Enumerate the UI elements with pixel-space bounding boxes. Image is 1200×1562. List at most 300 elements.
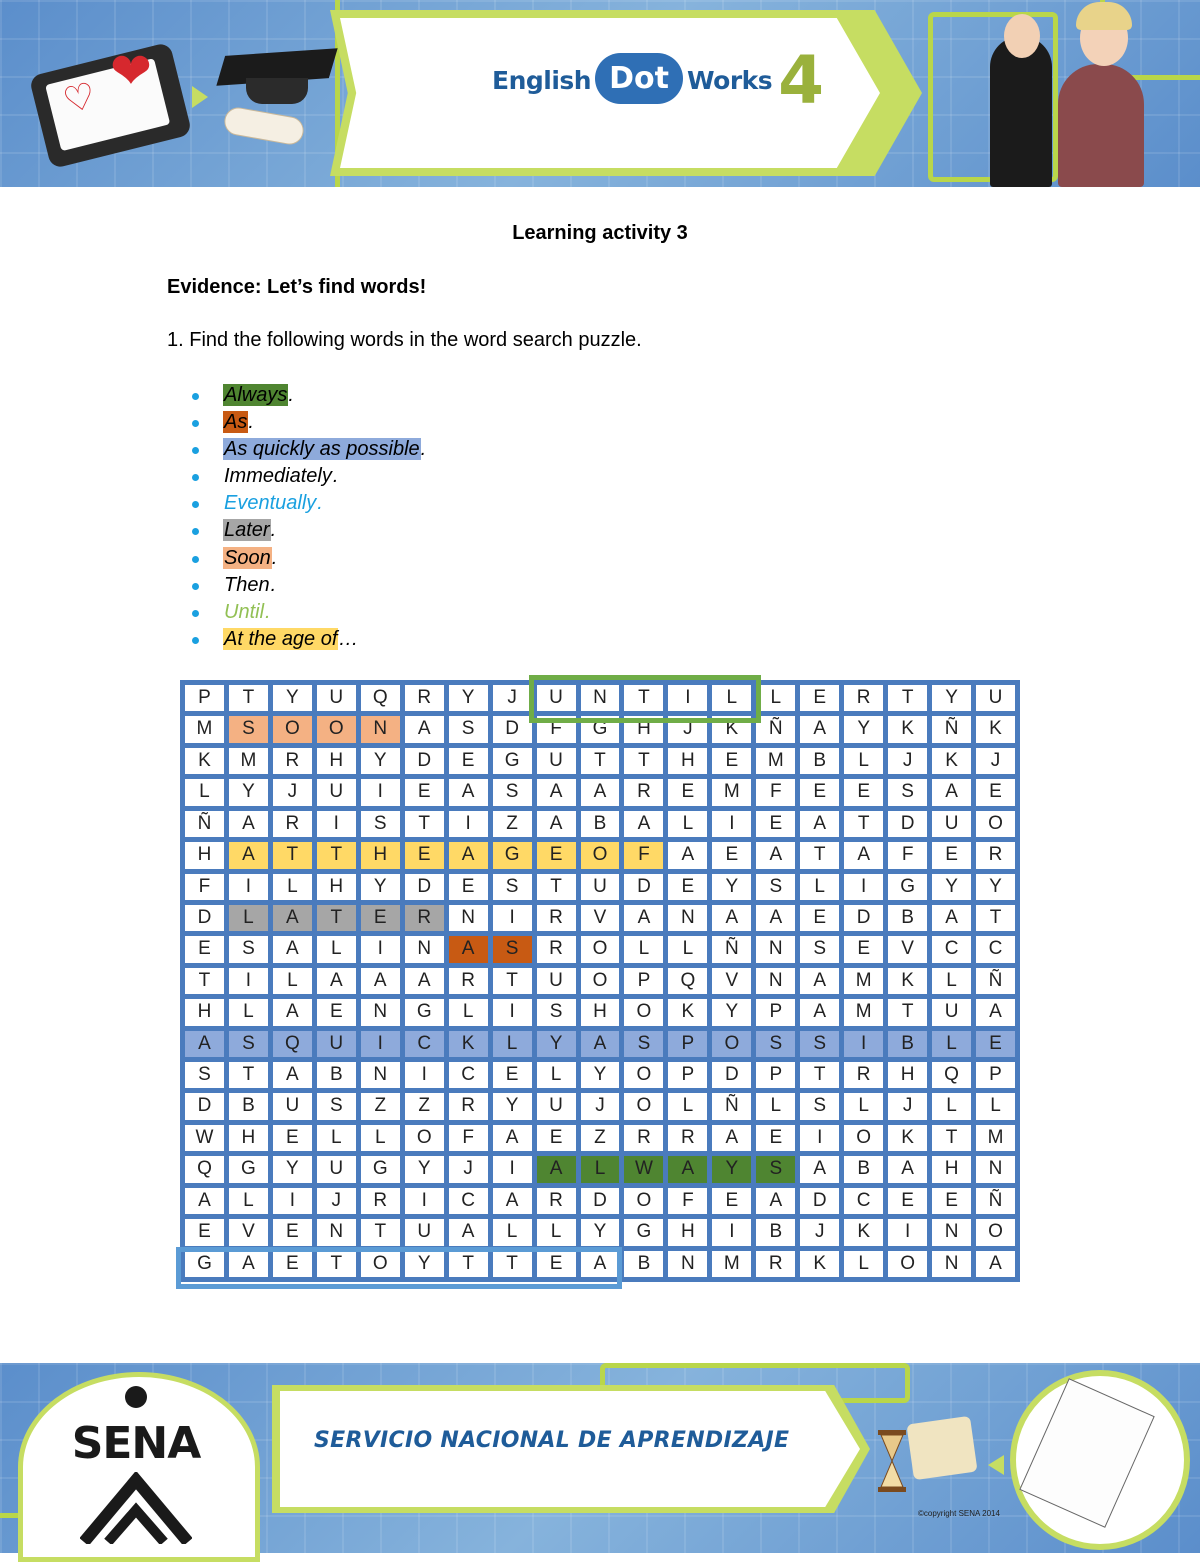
grid-cell: M [229, 748, 268, 774]
grid-cell: G [624, 1219, 663, 1245]
grid-cell: U [317, 1031, 356, 1057]
grid-cell: E [756, 811, 795, 837]
grid-cell: B [229, 1093, 268, 1119]
grid-cell: A [537, 1156, 576, 1182]
boy-character-illustration [1058, 64, 1144, 187]
grid-cell: E [449, 748, 488, 774]
grid-cell: A [493, 1125, 532, 1151]
word-punctuation: . [332, 465, 339, 488]
grid-cell: F [624, 842, 663, 868]
grid-cell: G [229, 1156, 268, 1182]
grid-cell: U [537, 968, 576, 994]
grid-cell: G [185, 1251, 224, 1277]
grid-cell: L [273, 968, 312, 994]
grid-cell: O [273, 716, 312, 742]
grid-cell: I [844, 1031, 883, 1057]
grid-cell: F [888, 842, 927, 868]
grid-cell: A [800, 716, 839, 742]
grid-cell: Ñ [185, 811, 224, 837]
word-list-item [192, 599, 426, 626]
sena-logo: SENA [71, 1418, 201, 1469]
grid-cell: N [932, 1251, 971, 1277]
grid-cell: F [756, 779, 795, 805]
grid-cell: D [185, 1093, 224, 1119]
grid-cell: L [449, 999, 488, 1025]
word-text: Until [224, 600, 265, 623]
grid-cell: L [800, 874, 839, 900]
grid-cell: J [888, 1093, 927, 1119]
word-list-item [192, 382, 426, 409]
grid-cell: Q [668, 968, 707, 994]
grid-cell: L [668, 1093, 707, 1119]
grid-cell: I [361, 1031, 400, 1057]
grid-cell: A [405, 716, 444, 742]
grid-cell: Q [932, 1062, 971, 1088]
header-banner [0, 0, 1200, 187]
grid-cell: E [493, 1062, 532, 1088]
arrow-icon [988, 1455, 1004, 1475]
grid-cell: T [624, 748, 663, 774]
grid-cell: A [756, 905, 795, 931]
grid-cell: Ñ [932, 716, 971, 742]
word-punctuation: … [338, 627, 359, 650]
grid-cell: E [844, 779, 883, 805]
grid-cell: R [756, 1251, 795, 1277]
grid-cell: I [493, 999, 532, 1025]
grid-cell: K [888, 716, 927, 742]
grid-cell: L [317, 936, 356, 962]
grid-cell: N [405, 936, 444, 962]
grid-cell: E [976, 1031, 1015, 1057]
grid-cell: R [361, 1188, 400, 1214]
grid-cell: A [888, 1156, 927, 1182]
grid-cell: Y [932, 874, 971, 900]
grid-cell: D [405, 748, 444, 774]
grid-cell: L [976, 1093, 1015, 1119]
grid-cell: R [449, 968, 488, 994]
grid-cell: S [800, 936, 839, 962]
grid-cell: T [493, 1251, 532, 1277]
grid-cell: K [449, 1031, 488, 1057]
grid-cell: R [405, 905, 444, 931]
word-list-item [192, 572, 426, 599]
grid-cell: O [624, 1062, 663, 1088]
grid-cell: H [932, 1156, 971, 1182]
grid-cell: T [185, 968, 224, 994]
grid-cell: L [668, 811, 707, 837]
grid-cell: R [624, 1125, 663, 1151]
grid-cell: L [581, 1156, 620, 1182]
grid-cell: P [624, 968, 663, 994]
grid-cell: A [185, 1031, 224, 1057]
grid-cell: H [581, 999, 620, 1025]
grid-cell: I [493, 1156, 532, 1182]
grid-cell: T [317, 905, 356, 931]
grid-cell: S [800, 1031, 839, 1057]
grid-cell: O [581, 968, 620, 994]
grid-cell: O [888, 1251, 927, 1277]
grid-cell: I [712, 811, 751, 837]
grid-cell: E [537, 1251, 576, 1277]
word-list-item [192, 463, 426, 490]
grid-cell: G [493, 748, 532, 774]
word-list-item [192, 517, 426, 544]
grid-cell: I [229, 968, 268, 994]
grid-cell: K [888, 1125, 927, 1151]
grid-cell: A [844, 842, 883, 868]
hourglass-icon [878, 1430, 906, 1492]
grid-cell: D [624, 874, 663, 900]
grid-cell: L [844, 1251, 883, 1277]
grid-cell: H [668, 748, 707, 774]
grid-cell: Z [581, 1125, 620, 1151]
grid-cell: Q [185, 1156, 224, 1182]
grid-cell: A [756, 842, 795, 868]
instruction-text: 1. Find the following words in the word search puzzle. [167, 329, 642, 351]
grid-cell: R [976, 842, 1015, 868]
grid-cell: U [317, 779, 356, 805]
grid-cell: J [273, 779, 312, 805]
grid-cell: Y [581, 1219, 620, 1245]
grid-cell: E [712, 842, 751, 868]
grid-cell: U [405, 1219, 444, 1245]
grid-cell: T [317, 842, 356, 868]
grid-cell: R [273, 748, 312, 774]
grid-cell: W [185, 1125, 224, 1151]
grid-cell: H [624, 716, 663, 742]
grid-cell: T [888, 999, 927, 1025]
grid-cell: Y [405, 1156, 444, 1182]
grid-cell: E [317, 999, 356, 1025]
grid-cell: I [712, 1219, 751, 1245]
grid-cell: I [229, 874, 268, 900]
word-text: As quickly as possible [224, 438, 420, 461]
grid-cell: N [361, 716, 400, 742]
word-punctuation: . [271, 546, 278, 569]
grid-cell: A [361, 968, 400, 994]
grid-cell: G [581, 716, 620, 742]
grid-cell: D [405, 874, 444, 900]
grid-cell: A [800, 811, 839, 837]
grid-cell: J [581, 1093, 620, 1119]
grid-cell: Ñ [712, 936, 751, 962]
grid-cell: Y [712, 1156, 751, 1182]
grid-cell: M [185, 716, 224, 742]
grid-cell: T [800, 842, 839, 868]
grid-cell: A [273, 999, 312, 1025]
grid-cell: I [800, 1125, 839, 1151]
grid-cell: Y [844, 716, 883, 742]
grid-cell: L [932, 1031, 971, 1057]
word-text: Eventually [224, 492, 317, 515]
grid-cell: E [405, 842, 444, 868]
grid-cell: U [932, 999, 971, 1025]
grid-cell: A [624, 811, 663, 837]
word-search-grid [180, 680, 1020, 1282]
copyright-text: ©copyright SENA 2014 [918, 1509, 1000, 1518]
grid-cell: U [273, 1093, 312, 1119]
grid-cell: L [229, 999, 268, 1025]
grid-cell: C [405, 1031, 444, 1057]
grid-cell: T [273, 842, 312, 868]
grid-cell: Y [273, 1156, 312, 1182]
grid-cell: E [932, 842, 971, 868]
hearts-icon: ❤ [110, 43, 152, 99]
grid-cell: F [449, 1125, 488, 1151]
grid-cell: I [405, 1062, 444, 1088]
grid-cell: S [185, 1062, 224, 1088]
bullet-icon [192, 420, 199, 427]
grid-cell: E [668, 779, 707, 805]
grid-cell: T [624, 685, 663, 711]
grid-cell: T [581, 748, 620, 774]
grid-cell: N [449, 905, 488, 931]
grid-cell: K [976, 716, 1015, 742]
grid-cell: S [229, 716, 268, 742]
word-punctuation: . [270, 519, 277, 542]
grid-cell: A [229, 811, 268, 837]
grid-cell: Z [493, 811, 532, 837]
grid-cell: L [493, 1219, 532, 1245]
grid-cell: B [800, 748, 839, 774]
planner-icon: ♡ [29, 42, 193, 169]
grid-cell: V [712, 968, 751, 994]
grid-cell: E [932, 1188, 971, 1214]
grid-cell: E [712, 748, 751, 774]
grid-cell: A [932, 779, 971, 805]
grid-cell: E [888, 1188, 927, 1214]
grid-cell: A [273, 905, 312, 931]
grid-cell: E [800, 905, 839, 931]
grid-cell: S [756, 1031, 795, 1057]
grid-cell: M [756, 748, 795, 774]
grid-cell: U [537, 1093, 576, 1119]
grid-cell: I [449, 811, 488, 837]
grid-cell: E [800, 779, 839, 805]
word-list [192, 382, 426, 653]
grid-cell: A [756, 1188, 795, 1214]
bullet-icon [192, 637, 199, 644]
grid-cell: A [581, 779, 620, 805]
grid-cell: U [932, 811, 971, 837]
grid-cell: R [449, 1093, 488, 1119]
word-text: Then [224, 573, 270, 596]
page-title: Learning activity 3 [512, 222, 688, 244]
grid-cell: A [800, 999, 839, 1025]
grid-cell: Q [361, 685, 400, 711]
grid-cell: A [800, 968, 839, 994]
grid-cell: N [756, 936, 795, 962]
grid-cell: T [229, 1062, 268, 1088]
grid-cell: Ñ [976, 1188, 1015, 1214]
grid-cell: Y [976, 874, 1015, 900]
grid-cell: D [493, 716, 532, 742]
grid-cell: I [844, 874, 883, 900]
grid-cell: A [932, 905, 971, 931]
grid-cell: A [449, 842, 488, 868]
grid-cell: A [537, 779, 576, 805]
grid-cell: Y [712, 999, 751, 1025]
grid-cell: P [976, 1062, 1015, 1088]
grid-cell: F [185, 874, 224, 900]
grid-cell: E [537, 1125, 576, 1151]
grid-cell: E [273, 1219, 312, 1245]
grid-cell: O [844, 1125, 883, 1151]
grid-cell: N [581, 685, 620, 711]
grid-cell: P [756, 1062, 795, 1088]
grid-cell: U [537, 685, 576, 711]
grid-cell: G [405, 999, 444, 1025]
grid-cell: A [229, 842, 268, 868]
grid-cell: A [229, 1251, 268, 1277]
brand-word-dot: Dot [595, 53, 683, 104]
grid-cell: C [449, 1188, 488, 1214]
bullet-icon [192, 556, 199, 563]
grid-cell: R [537, 905, 576, 931]
until-outline-box [529, 675, 761, 723]
word-text: Later [224, 519, 270, 542]
word-punctuation: . [270, 573, 277, 596]
brand-word-works: Works [686, 65, 773, 95]
grid-cell: A [668, 1156, 707, 1182]
grid-cell: S [493, 936, 532, 962]
grid-cell: E [273, 1251, 312, 1277]
grid-cell: E [185, 936, 224, 962]
grid-cell: D [185, 905, 224, 931]
word-list-item [192, 545, 426, 572]
grid-cell: T [361, 1219, 400, 1245]
grid-cell: T [932, 1125, 971, 1151]
grid-cell: K [185, 748, 224, 774]
grid-cell: J [976, 748, 1015, 774]
grid-cell: R [624, 779, 663, 805]
grid-cell: K [844, 1219, 883, 1245]
grid-cell: E [800, 685, 839, 711]
grid-cell: B [624, 1251, 663, 1277]
grid-cell: J [888, 748, 927, 774]
grid-cell: S [449, 716, 488, 742]
grid-cell: I [361, 779, 400, 805]
grid-cell: A [317, 968, 356, 994]
grid-cell: Y [405, 1251, 444, 1277]
grid-cell: T [449, 1251, 488, 1277]
grid-cell: B [888, 1031, 927, 1057]
bullet-icon [192, 528, 199, 535]
grid-cell: O [624, 1093, 663, 1119]
grid-cell: A [712, 905, 751, 931]
grid-cell: O [581, 936, 620, 962]
grid-cell: J [449, 1156, 488, 1182]
grid-cell: A [976, 1251, 1015, 1277]
word-text: Always [224, 384, 288, 406]
grid-cell: R [844, 1062, 883, 1088]
grid-cell: C [976, 936, 1015, 962]
grid-cell: E [537, 842, 576, 868]
grid-cell: P [668, 1062, 707, 1088]
grid-cell: S [317, 1093, 356, 1119]
grid-cell: H [317, 874, 356, 900]
grid-cell: P [668, 1031, 707, 1057]
grid-cell: F [537, 716, 576, 742]
grid-cell: H [185, 842, 224, 868]
grid-cell: K [668, 999, 707, 1025]
grid-cell: S [229, 936, 268, 962]
grid-cell: Y [932, 685, 971, 711]
grid-cell: V [581, 905, 620, 931]
grid-cell: P [756, 999, 795, 1025]
grid-cell: G [888, 874, 927, 900]
grid-cell: U [581, 874, 620, 900]
grid-cell: L [932, 968, 971, 994]
grid-cell: A [624, 905, 663, 931]
grid-cell: S [537, 999, 576, 1025]
grid-cell: S [756, 874, 795, 900]
grid-cell: Y [273, 685, 312, 711]
grid-cell: N [317, 1219, 356, 1245]
bullet-icon [192, 501, 199, 508]
grid-cell: O [581, 842, 620, 868]
grid-cell: J [668, 716, 707, 742]
grid-cell: Q [273, 1031, 312, 1057]
grid-cell: I [668, 685, 707, 711]
grid-cell: O [712, 1031, 751, 1057]
grid-cell: L [756, 1093, 795, 1119]
grid-cell: M [844, 968, 883, 994]
grid-cell: T [800, 1062, 839, 1088]
brand-number: 4 [778, 41, 825, 119]
grid-cell: E [273, 1125, 312, 1151]
grid-cell: S [229, 1031, 268, 1057]
grid-cell: B [756, 1219, 795, 1245]
grid-cell: M [976, 1125, 1015, 1151]
grid-cell: L [844, 748, 883, 774]
bullet-icon [192, 610, 199, 617]
grid-cell: O [976, 1219, 1015, 1245]
grid-cell: Y [493, 1093, 532, 1119]
grid-cell: E [976, 779, 1015, 805]
grid-cell: L [493, 1031, 532, 1057]
grid-cell: U [537, 748, 576, 774]
eventually-outline-box [176, 1247, 622, 1289]
grid-cell: S [888, 779, 927, 805]
grid-cell: M [712, 1251, 751, 1277]
grid-cell: A [273, 936, 312, 962]
grid-cell: J [493, 685, 532, 711]
grid-cell: Z [405, 1093, 444, 1119]
grid-cell: A [712, 1125, 751, 1151]
grid-cell: N [361, 1062, 400, 1088]
word-punctuation: . [248, 411, 254, 434]
grid-cell: Y [229, 779, 268, 805]
grid-cell: B [888, 905, 927, 931]
grid-cell: Y [712, 874, 751, 900]
grid-cell: L [273, 874, 312, 900]
grid-cell: H [185, 999, 224, 1025]
grid-cell: R [405, 685, 444, 711]
grid-cell: U [317, 685, 356, 711]
grid-cell: S [493, 874, 532, 900]
grid-cell: A [537, 811, 576, 837]
grid-cell: T [317, 1251, 356, 1277]
grid-cell: E [756, 1125, 795, 1151]
grid-cell: T [229, 685, 268, 711]
bullet-icon [192, 583, 199, 590]
grid-cell: O [976, 811, 1015, 837]
grid-cell: A [185, 1188, 224, 1214]
grid-cell: L [537, 1062, 576, 1088]
grid-cell: Ñ [756, 716, 795, 742]
grid-cell: J [317, 1188, 356, 1214]
